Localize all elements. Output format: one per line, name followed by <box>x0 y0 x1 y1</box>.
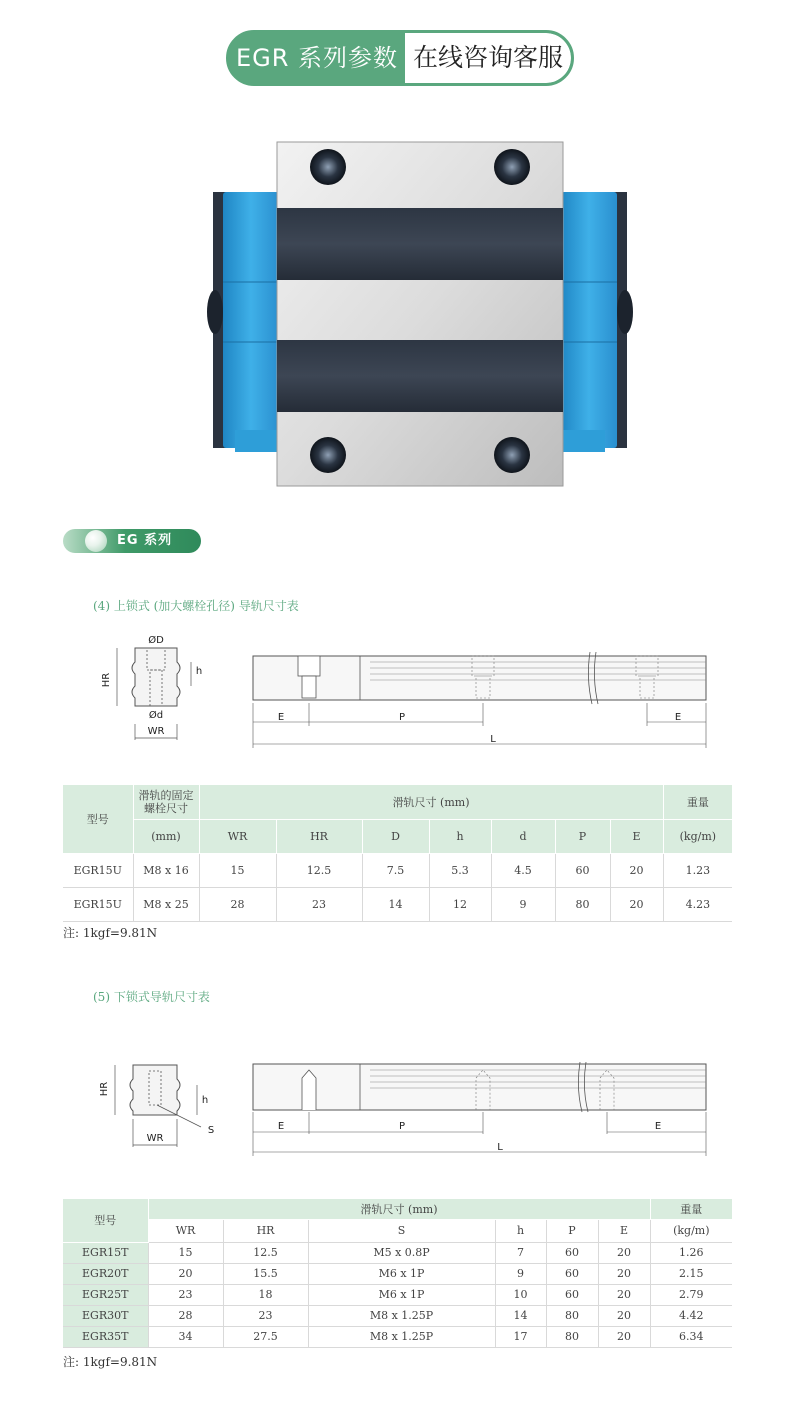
label-D: ØD <box>148 635 164 646</box>
cell-h: 5.3 <box>429 853 491 887</box>
cell-weight: 4.42 <box>650 1305 732 1326</box>
cell-D: 14 <box>362 887 429 921</box>
slider-block <box>277 142 563 486</box>
cell-bolt: M8 x 16 <box>133 853 199 887</box>
mounting-hole <box>310 149 346 185</box>
cell-E: 20 <box>598 1284 650 1305</box>
cell-weight: 1.26 <box>650 1242 732 1263</box>
header-pill <box>226 30 574 86</box>
cell-WR: 15 <box>199 853 276 887</box>
cell-HR: 23 <box>223 1305 308 1326</box>
mounting-hole <box>494 149 530 185</box>
col-WR: WR <box>148 1219 223 1242</box>
cell-HR: 27.5 <box>223 1326 308 1347</box>
cell-P: 80 <box>546 1326 598 1347</box>
label-HR: HR <box>99 1081 110 1097</box>
section5-note: 注: 1kgf=9.81N <box>63 1355 158 1369</box>
col-h: h <box>429 819 491 853</box>
label-d: Ød <box>148 710 164 721</box>
table-row <box>63 887 732 921</box>
cell-P: 60 <box>546 1284 598 1305</box>
col-bolt-unit: (mm) <box>133 819 199 853</box>
col-weight: 重量 <box>650 1199 732 1219</box>
cell-WR: 20 <box>148 1263 223 1284</box>
cell-S: M5 x 0.8P <box>308 1242 495 1263</box>
series-badge-label: EG 系列 <box>117 533 173 548</box>
cell-D: 7.5 <box>362 853 429 887</box>
label-HR: HR <box>101 672 112 688</box>
end-cap-left <box>223 192 279 448</box>
col-P: P <box>555 819 610 853</box>
table-row <box>63 1263 732 1284</box>
table-row <box>63 853 732 887</box>
cell-HR: 23 <box>276 887 362 921</box>
label-E-left: E <box>277 1121 285 1132</box>
label-E-right: E <box>654 1121 662 1132</box>
label-WR: WR <box>146 1133 164 1144</box>
cell-model: EGR35T <box>63 1326 148 1347</box>
section5-rail-side-drawing <box>250 1062 712 1158</box>
label-P: P <box>398 1121 406 1132</box>
cell-h: 9 <box>495 1263 546 1284</box>
mounting-hole <box>310 437 346 473</box>
label-WR: WR <box>147 726 165 737</box>
cell-d: 9 <box>491 887 555 921</box>
cell-model: EGR15U <box>63 853 133 887</box>
col-h: h <box>495 1219 546 1242</box>
cell-S: M6 x 1P <box>308 1284 495 1305</box>
section5-spec-table <box>63 1199 732 1348</box>
label-L: L <box>497 1142 503 1153</box>
col-model: 型号 <box>63 785 133 853</box>
cell-HR: 18 <box>223 1284 308 1305</box>
cell-WR: 28 <box>199 887 276 921</box>
end-cap-tab-left <box>235 430 281 452</box>
series-badge-ball-icon <box>85 530 107 552</box>
cell-P: 60 <box>546 1242 598 1263</box>
cell-model: EGR20T <box>63 1263 148 1284</box>
col-dims-group: 滑轨尺寸 (mm) <box>199 785 663 819</box>
label-h: h <box>195 666 203 677</box>
table-row <box>63 1242 732 1263</box>
col-P: P <box>546 1219 598 1242</box>
cell-P: 80 <box>546 1305 598 1326</box>
cell-model: EGR15T <box>63 1242 148 1263</box>
cell-h: 14 <box>495 1305 546 1326</box>
cell-model: EGR15U <box>63 887 133 921</box>
section5-title: (5) 下锁式导轨尺寸表 <box>93 990 210 1004</box>
seal-strip-top <box>277 208 563 280</box>
col-weight-unit: (kg/m) <box>663 819 732 853</box>
grease-nipple-right <box>617 290 633 334</box>
section4-note: 注: 1kgf=9.81N <box>63 926 158 940</box>
cell-d: 4.5 <box>491 853 555 887</box>
cell-weight: 2.79 <box>650 1284 732 1305</box>
cell-weight: 4.23 <box>663 887 732 921</box>
col-weight: 重量 <box>663 785 732 819</box>
cell-P: 60 <box>555 853 610 887</box>
cell-E: 20 <box>598 1326 650 1347</box>
cell-S: M8 x 1.25P <box>308 1305 495 1326</box>
cell-model: EGR30T <box>63 1305 148 1326</box>
cell-P: 80 <box>555 887 610 921</box>
label-S: S <box>207 1125 215 1136</box>
col-d: d <box>491 819 555 853</box>
cell-h: 7 <box>495 1242 546 1263</box>
consult-service-button[interactable]: 在线咨询客服 <box>405 33 571 83</box>
header-title: EGR 系列参数 <box>235 44 399 72</box>
cell-E: 20 <box>598 1263 650 1284</box>
section4-cross-section-drawing <box>95 628 225 743</box>
cell-E: 20 <box>598 1305 650 1326</box>
cell-h: 10 <box>495 1284 546 1305</box>
col-WR: WR <box>199 819 276 853</box>
cell-P: 60 <box>546 1263 598 1284</box>
cell-WR: 15 <box>148 1242 223 1263</box>
cell-WR: 23 <box>148 1284 223 1305</box>
col-E: E <box>610 819 663 853</box>
cell-bolt: M8 x 25 <box>133 887 199 921</box>
col-E: E <box>598 1219 650 1242</box>
cell-WR: 28 <box>148 1305 223 1326</box>
col-weight-unit: (kg/m) <box>650 1219 732 1242</box>
section4-rail-side-drawing <box>250 648 712 750</box>
cell-weight: 1.23 <box>663 853 732 887</box>
cell-S: M8 x 1.25P <box>308 1326 495 1347</box>
section4-spec-table <box>63 785 732 922</box>
col-model: 型号 <box>63 1199 148 1242</box>
cell-HR: 12.5 <box>223 1242 308 1263</box>
col-bolt: 滑轨的固定螺栓尺寸 <box>133 785 199 819</box>
cell-weight: 6.34 <box>650 1326 732 1347</box>
table-row <box>63 1284 732 1305</box>
cell-E: 20 <box>610 853 663 887</box>
label-h: h <box>201 1095 209 1106</box>
col-HR: HR <box>223 1219 308 1242</box>
cell-h: 12 <box>429 887 491 921</box>
cell-model: EGR25T <box>63 1284 148 1305</box>
cell-HR: 12.5 <box>276 853 362 887</box>
label-P: P <box>398 712 406 723</box>
end-cap-tab-right <box>559 430 605 452</box>
cell-S: M6 x 1P <box>308 1263 495 1284</box>
series-badge <box>63 529 201 553</box>
seal-strip-bottom <box>277 340 563 412</box>
cell-E: 20 <box>598 1242 650 1263</box>
mounting-hole <box>494 437 530 473</box>
end-cap-right <box>561 192 617 448</box>
section5-cross-section-drawing <box>95 1055 225 1155</box>
product-illustration <box>195 130 645 500</box>
col-D: D <box>362 819 429 853</box>
col-S: S <box>308 1219 495 1242</box>
grease-nipple-left <box>207 290 223 334</box>
col-HR: HR <box>276 819 362 853</box>
cell-HR: 15.5 <box>223 1263 308 1284</box>
cell-h: 17 <box>495 1326 546 1347</box>
table-row <box>63 1305 732 1326</box>
cell-weight: 2.15 <box>650 1263 732 1284</box>
cell-E: 20 <box>610 887 663 921</box>
label-L: L <box>490 734 496 745</box>
label-E-right: E <box>674 712 682 723</box>
cell-WR: 34 <box>148 1326 223 1347</box>
label-E-left: E <box>277 712 285 723</box>
section4-title: (4) 上锁式 (加大螺栓孔径) 导轨尺寸表 <box>93 599 299 613</box>
table-row <box>63 1326 732 1347</box>
col-dims-group: 滑轨尺寸 (mm) <box>148 1199 650 1219</box>
